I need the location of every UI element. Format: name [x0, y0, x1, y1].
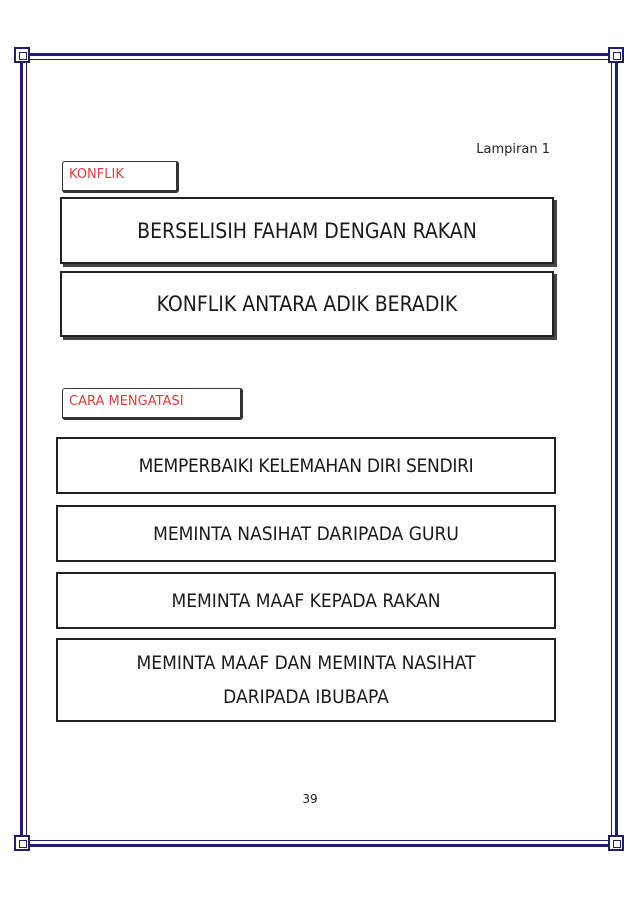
frame-corner-top-right — [608, 47, 624, 63]
cara-item-4-line-2: DARIPADA IBUBAPA — [223, 686, 389, 708]
konflik-item-1: BERSELISIH FAHAM DENGAN RAKAN — [60, 197, 554, 264]
frame-corner-bottom-left — [14, 835, 30, 851]
frame-corner-top-left — [14, 47, 30, 63]
cara-item-4-line-1: MEMINTA MAAF DAN MEMINTA NASIHAT — [136, 652, 476, 674]
page-number: 39 — [302, 792, 318, 806]
lampiran-label: Lampiran 1 — [476, 142, 550, 157]
cara-item-3: MEMINTA MAAF KEPADA RAKAN — [56, 572, 556, 629]
konflik-label: KONFLIK — [62, 161, 179, 193]
konflik-item-2: KONFLIK ANTARA ADIK BERADIK — [60, 271, 554, 337]
cara-item-4 — [56, 638, 556, 722]
cara-item-2: MEMINTA NASIHAT DARIPADA GURU — [56, 505, 556, 562]
frame-corner-bottom-right — [608, 835, 624, 851]
cara-mengatasi-label: CARA MENGATASI — [62, 388, 243, 420]
cara-item-1: MEMPERBAIKI KELEMAHAN DIRI SENDIRI — [56, 437, 556, 494]
